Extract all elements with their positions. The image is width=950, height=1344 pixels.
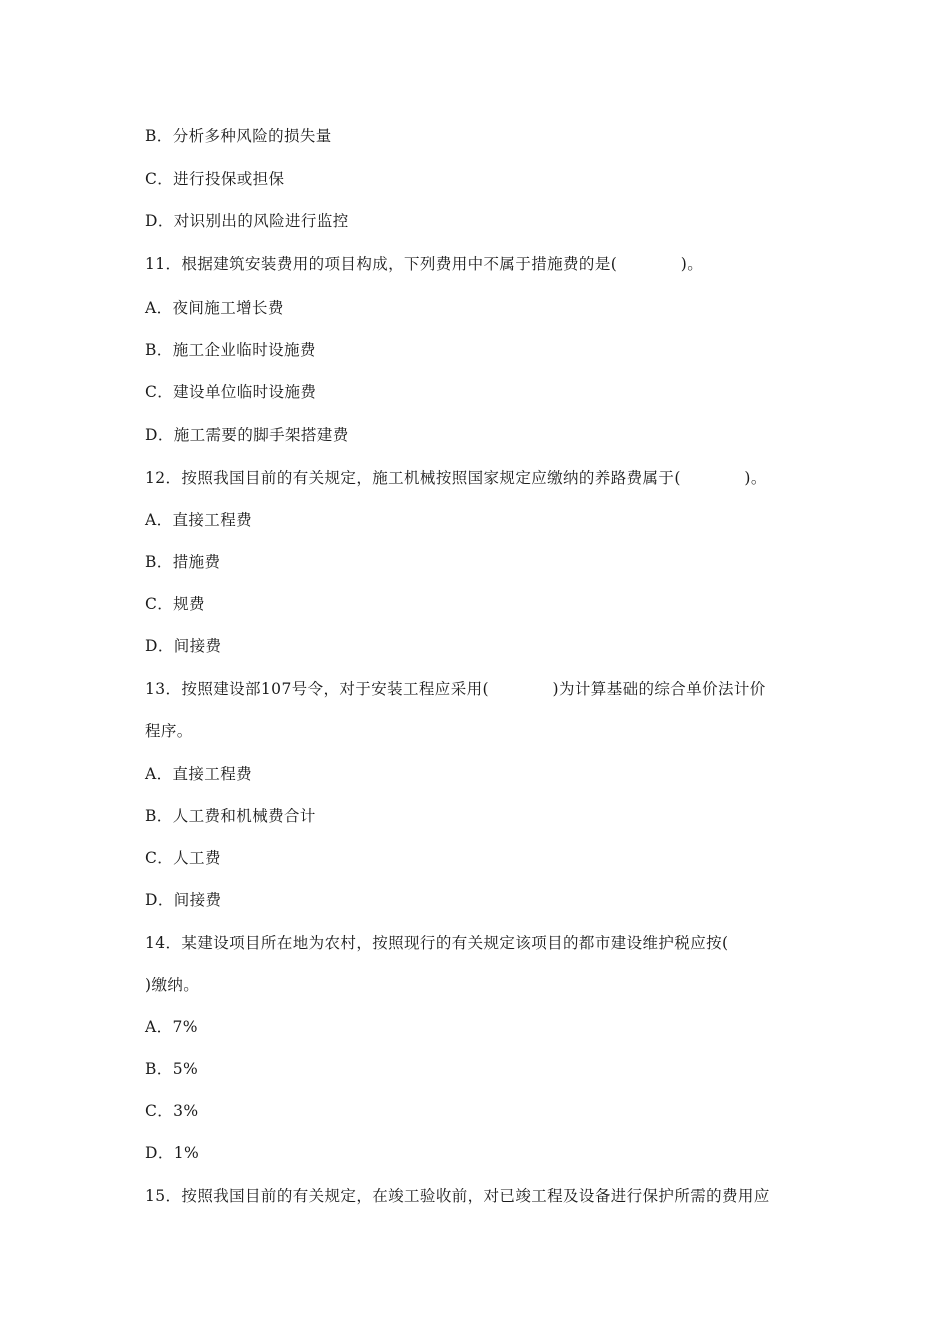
option-line: B．措施费 [145, 553, 221, 571]
option-line: B．人工费和机械费合计 [145, 807, 316, 825]
option-line: D．对识别出的风险进行监控 [145, 212, 349, 230]
option-line: D．间接费 [145, 891, 222, 909]
option-line: C．建设单位临时设施费 [145, 383, 317, 401]
option-line: D．施工需要的脚手架搭建费 [145, 426, 349, 444]
option-line: A．7% [145, 1018, 198, 1036]
question-line: 12．按照我国目前的有关规定，施工机械按照国家规定应缴纳的养路费属于( )。 [145, 469, 767, 487]
question-line-continued: 程序。 [145, 722, 193, 740]
question-line: 14．某建设项目所在地为农村，按照现行的有关规定该项目的都市建设维护税应按( [145, 934, 729, 952]
option-line: B．分析多种风险的损失量 [145, 127, 332, 145]
option-line: C．规费 [145, 595, 205, 613]
option-line: D．1% [145, 1144, 200, 1162]
question-line: 13．按照建设部107号令，对于安装工程应采用( )为计算基础的综合单价法计价 [145, 680, 766, 698]
option-line: C．进行投保或担保 [145, 170, 285, 188]
option-line: A．夜间施工增长费 [145, 299, 284, 317]
option-line: B．5% [145, 1060, 199, 1078]
option-line: B．施工企业临时设施费 [145, 341, 316, 359]
question-line-continued: )缴纳。 [145, 976, 200, 994]
question-line: 15．按照我国目前的有关规定，在竣工验收前，对已竣工程及设备进行保护所需的费用应 [145, 1187, 770, 1205]
option-line: D．间接费 [145, 637, 222, 655]
option-line: A．直接工程费 [145, 765, 252, 783]
question-line: 11．根据建筑安装费用的项目构成，下列费用中不属于措施费的是( )。 [145, 255, 704, 273]
option-line: A．直接工程费 [145, 511, 252, 529]
option-line: C．人工费 [145, 849, 221, 867]
option-line: C．3% [145, 1102, 199, 1120]
